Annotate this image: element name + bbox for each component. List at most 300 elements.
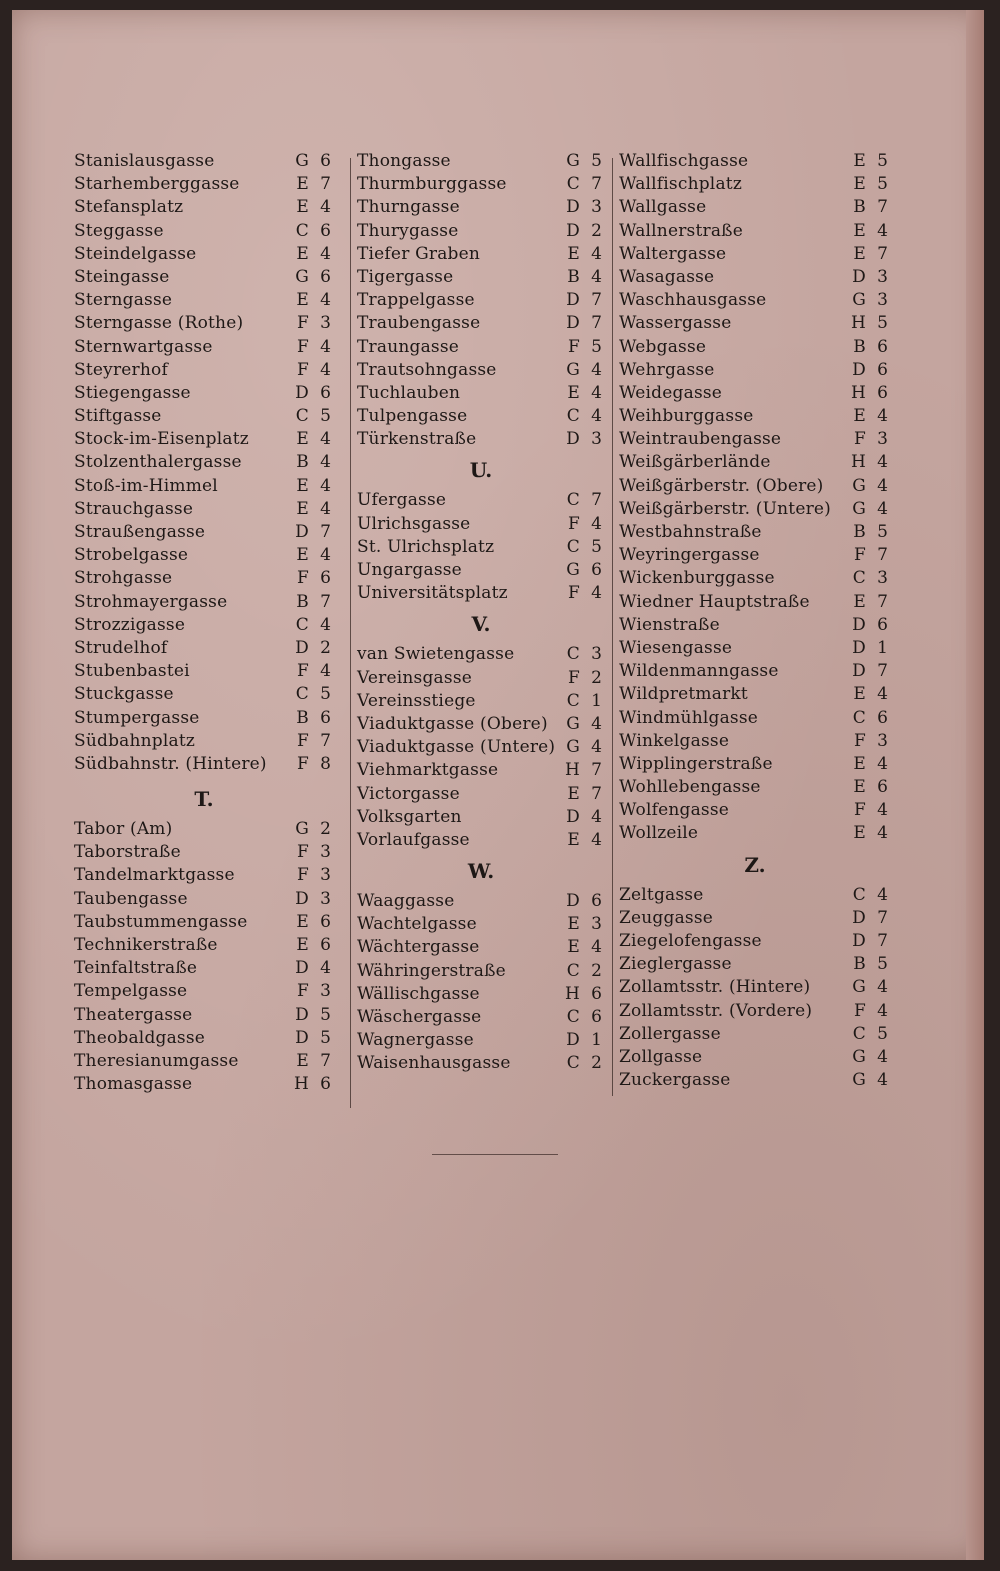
index-entry xyxy=(74,1004,334,1027)
street-name: Weißgärberstr. (Untere) xyxy=(619,498,831,519)
street-name: Zeuggasse xyxy=(619,907,714,928)
index-entry xyxy=(619,150,891,173)
street-name: Taubstummengasse xyxy=(74,911,248,932)
section-letter-heading: U. xyxy=(469,458,493,483)
index-entry xyxy=(619,336,891,359)
grid-reference: C 7 xyxy=(566,174,605,195)
column-divider xyxy=(612,158,613,1096)
street-name: Vorlaufgasse xyxy=(357,829,470,850)
index-entry xyxy=(619,799,891,822)
index-entry xyxy=(74,266,334,289)
index-entry xyxy=(619,953,891,976)
index-entry xyxy=(357,913,605,936)
street-name: Wiedner Hauptstraße xyxy=(619,591,810,612)
street-name: Tandelmarktgasse xyxy=(74,865,235,886)
index-entry xyxy=(619,382,891,405)
street-name: Westbahnstraße xyxy=(619,522,762,542)
index-entry xyxy=(74,173,334,196)
grid-reference: C 6 xyxy=(295,220,334,241)
column-divider xyxy=(350,158,351,1108)
index-entry xyxy=(74,637,334,660)
street-name: Sterngasse (Rothe) xyxy=(74,313,244,334)
index-entry xyxy=(619,822,891,845)
street-name: Universitätsplatz xyxy=(357,583,508,604)
grid-reference: F 4 xyxy=(853,800,891,821)
grid-reference: G 3 xyxy=(852,290,891,311)
grid-reference: C 6 xyxy=(852,707,891,728)
index-entry xyxy=(74,683,334,706)
grid-reference: C 6 xyxy=(566,1007,605,1027)
street-name: Sterngasse xyxy=(74,290,173,311)
grid-reference: H 6 xyxy=(564,983,605,1004)
grid-reference: E 4 xyxy=(853,823,891,844)
index-entry xyxy=(619,289,891,312)
grid-reference: D 7 xyxy=(566,313,605,334)
index-entry xyxy=(74,289,334,312)
street-name: Windmühlgasse xyxy=(619,707,759,728)
index-entry xyxy=(619,660,891,683)
grid-reference: C 4 xyxy=(852,884,891,905)
street-name: Wallfischplatz xyxy=(619,174,742,195)
grid-reference: E 7 xyxy=(567,783,605,804)
street-name: Wallnerstraße xyxy=(619,220,743,241)
street-name: Türkenstraße xyxy=(357,429,477,450)
grid-reference: E 7 xyxy=(853,591,891,612)
index-entry xyxy=(74,359,334,382)
index-entry xyxy=(619,776,891,799)
street-name: Ulrichsgasse xyxy=(357,513,471,534)
index-entry xyxy=(357,405,605,428)
grid-reference: G 4 xyxy=(852,1070,891,1091)
street-name: Zollgasse xyxy=(619,1046,703,1067)
index-entry xyxy=(74,1073,334,1096)
index-entry xyxy=(357,736,605,759)
index-entry xyxy=(74,957,334,980)
index-entry xyxy=(74,150,334,173)
index-entry xyxy=(619,567,891,590)
street-name: Thongasse xyxy=(357,151,451,171)
grid-reference: F 4 xyxy=(296,661,334,682)
index-entry xyxy=(74,864,334,887)
grid-reference: F 3 xyxy=(296,313,334,334)
grid-reference: D 4 xyxy=(566,806,605,827)
index-entry xyxy=(357,759,605,782)
grid-reference: D 4 xyxy=(295,958,334,979)
index-entry xyxy=(74,382,334,405)
index-entry xyxy=(357,536,605,559)
street-name: Währingerstraße xyxy=(357,960,506,981)
grid-reference: C 3 xyxy=(852,568,891,589)
grid-reference: C 5 xyxy=(852,1023,891,1044)
index-entry xyxy=(74,934,334,957)
street-name: Stock-im-Eisenplatz xyxy=(74,429,249,450)
index-entry xyxy=(619,683,891,706)
street-name: Stolzenthalergasse xyxy=(74,452,242,473)
index-entry xyxy=(357,713,605,736)
street-name: Weihburggasse xyxy=(619,406,754,427)
index-entry xyxy=(357,582,605,605)
grid-reference: F 4 xyxy=(853,1000,891,1021)
index-entry xyxy=(357,220,605,243)
index-entry xyxy=(357,513,605,536)
street-name: Thurmburggasse xyxy=(357,174,507,195)
street-name: Tiefer Graben xyxy=(357,243,481,264)
grid-reference: G 4 xyxy=(566,713,605,734)
grid-reference: E 3 xyxy=(567,914,605,935)
grid-reference: E 7 xyxy=(296,1050,334,1071)
grid-reference: B 7 xyxy=(296,591,334,612)
index-entry xyxy=(357,150,605,173)
grid-reference: G 4 xyxy=(852,475,891,496)
street-name: Wällischgasse xyxy=(357,983,480,1004)
street-name: Weißgärberlände xyxy=(619,452,771,473)
index-entry xyxy=(357,806,605,829)
street-name: Theresianumgasse xyxy=(74,1050,239,1071)
grid-reference: E 6 xyxy=(296,935,334,955)
index-entry xyxy=(74,1050,334,1073)
grid-reference: D 7 xyxy=(852,931,891,951)
street-name: Viehmarktgasse xyxy=(357,760,499,781)
grid-reference: D 7 xyxy=(852,907,891,928)
grid-reference: G 6 xyxy=(295,266,334,287)
index-entry xyxy=(357,336,605,359)
street-name: Tigergasse xyxy=(357,266,454,287)
grid-reference: E 7 xyxy=(853,243,891,264)
street-name: Technikerstraße xyxy=(74,935,218,955)
grid-reference: F 3 xyxy=(296,865,334,886)
grid-reference: E 4 xyxy=(296,243,334,264)
grid-reference: E 5 xyxy=(853,151,891,171)
grid-reference: G 6 xyxy=(566,560,605,580)
street-name: Wienstraße xyxy=(619,614,720,635)
grid-reference: E 6 xyxy=(296,911,334,932)
street-name: Thurygasse xyxy=(357,220,459,241)
street-name: Waschhausgasse xyxy=(619,290,767,311)
index-entry xyxy=(619,521,891,544)
index-entry xyxy=(74,591,334,614)
grid-reference: D 7 xyxy=(295,522,334,542)
street-name: Stumpergasse xyxy=(74,707,200,728)
grid-reference: D 7 xyxy=(566,290,605,311)
street-name: Wildpretmarkt xyxy=(619,684,748,705)
grid-reference: E 4 xyxy=(296,197,334,218)
index-entry xyxy=(74,243,334,266)
index-entry xyxy=(619,451,891,474)
street-name: Tabor (Am) xyxy=(74,819,173,840)
index-entry xyxy=(357,960,605,983)
grid-reference: C 2 xyxy=(566,1053,605,1074)
grid-reference: F 7 xyxy=(296,730,334,751)
index-entry xyxy=(74,614,334,637)
street-name: Vereinsgasse xyxy=(357,667,473,688)
index-entry xyxy=(619,1023,891,1046)
index-entry xyxy=(74,405,334,428)
grid-reference: E 4 xyxy=(296,545,334,566)
grid-reference: F 2 xyxy=(567,667,605,688)
index-entry xyxy=(619,591,891,614)
index-entry xyxy=(74,336,334,359)
street-name: Straußengasse xyxy=(74,522,206,542)
street-name: Steindelgasse xyxy=(74,243,197,264)
index-entry xyxy=(619,405,891,428)
street-name: Trautsohngasse xyxy=(357,359,497,380)
grid-reference: E 4 xyxy=(296,429,334,450)
street-name: Steggasse xyxy=(74,220,164,241)
index-entry xyxy=(74,660,334,683)
closing-rule xyxy=(432,1154,558,1155)
street-name: Thurngasse xyxy=(357,197,460,218)
street-name: Weyringergasse xyxy=(619,545,760,566)
street-name: Wolfengasse xyxy=(619,800,730,821)
street-name: Waltergasse xyxy=(619,243,727,264)
index-entry xyxy=(619,173,891,196)
street-name: Stuckgasse xyxy=(74,684,174,705)
street-name: Wasagasse xyxy=(619,266,715,287)
index-entry xyxy=(357,289,605,312)
street-name: Starhemberggasse xyxy=(74,174,240,195)
index-entry xyxy=(619,266,891,289)
grid-reference: G 2 xyxy=(295,819,334,840)
grid-reference: C 5 xyxy=(295,684,334,705)
index-entry xyxy=(619,930,891,953)
index-column-3 xyxy=(619,150,891,1092)
index-entry xyxy=(74,818,334,841)
grid-reference: G 4 xyxy=(566,359,605,380)
index-entry xyxy=(74,730,334,753)
street-name: Wagnergasse xyxy=(357,1030,474,1051)
section-letter-heading: V. xyxy=(471,612,491,637)
grid-reference: D 1 xyxy=(566,1030,605,1051)
grid-reference: D 5 xyxy=(295,1004,334,1025)
street-name: Zeltgasse xyxy=(619,884,704,905)
street-name: Tuchlauben xyxy=(357,382,461,403)
grid-reference: D 6 xyxy=(295,382,334,403)
grid-reference: B 5 xyxy=(853,522,891,542)
grid-reference: E 4 xyxy=(853,406,891,427)
index-entry xyxy=(357,667,605,690)
index-entry xyxy=(619,220,891,243)
index-entry xyxy=(74,567,334,590)
index-entry xyxy=(74,196,334,219)
street-name: Victorgasse xyxy=(357,783,460,804)
index-entry xyxy=(74,753,334,776)
index-entry xyxy=(619,359,891,382)
index-entry xyxy=(74,451,334,474)
grid-reference: F 6 xyxy=(296,568,334,589)
street-name: Weidegasse xyxy=(619,382,723,403)
street-name: Stanislausgasse xyxy=(74,151,215,171)
index-entry xyxy=(357,890,605,913)
street-name: Strohgasse xyxy=(74,568,173,589)
index-entry xyxy=(74,498,334,521)
street-name: Wipplingerstraße xyxy=(619,753,773,774)
street-name: Waaggasse xyxy=(357,891,455,912)
grid-reference: E 5 xyxy=(853,174,891,195)
grid-reference: E 4 xyxy=(296,290,334,311)
street-name: Zollamtsstr. (Vordere) xyxy=(619,1000,813,1021)
grid-reference: E 4 xyxy=(853,220,891,241)
grid-reference: D 3 xyxy=(295,888,334,909)
index-entry xyxy=(74,980,334,1003)
index-entry xyxy=(619,544,891,567)
index-entry xyxy=(74,1027,334,1050)
grid-reference: E 4 xyxy=(853,684,891,705)
street-name: St. Ulrichsplatz xyxy=(357,536,495,557)
grid-reference: F 4 xyxy=(296,359,334,380)
street-name: Wächtergasse xyxy=(357,937,480,958)
street-name: Steingasse xyxy=(74,266,170,287)
grid-reference: F 3 xyxy=(296,981,334,1002)
grid-reference: B 6 xyxy=(296,707,334,728)
grid-reference: E 4 xyxy=(567,382,605,403)
street-name: Ziegelofengasse xyxy=(619,931,762,951)
grid-reference: E 7 xyxy=(296,174,334,195)
street-name: Strauchgasse xyxy=(74,498,194,519)
section-letter-heading: Z. xyxy=(744,852,766,877)
grid-reference: C 5 xyxy=(566,536,605,557)
index-entry xyxy=(619,196,891,219)
index-entry xyxy=(619,1046,891,1069)
grid-reference: E 4 xyxy=(567,829,605,850)
grid-reference: D 2 xyxy=(295,637,334,658)
index-entry xyxy=(357,196,605,219)
index-entry xyxy=(357,783,605,806)
grid-reference: F 4 xyxy=(567,583,605,604)
index-entry xyxy=(619,637,891,660)
grid-reference: B 6 xyxy=(853,336,891,357)
street-name: Taubengasse xyxy=(74,888,188,909)
index-entry xyxy=(357,382,605,405)
street-name: Wallgasse xyxy=(619,197,707,218)
index-entry xyxy=(357,643,605,666)
index-entry xyxy=(357,690,605,713)
index-entry xyxy=(357,312,605,335)
street-name: Steyrerhof xyxy=(74,359,168,380)
index-column-2 xyxy=(357,150,605,1076)
index-entry xyxy=(619,884,891,907)
index-entry xyxy=(357,428,605,451)
grid-reference: C 3 xyxy=(566,644,605,665)
index-entry xyxy=(357,489,605,512)
grid-reference: D 3 xyxy=(852,266,891,287)
street-name: Stiegengasse xyxy=(74,382,191,403)
index-entry xyxy=(619,498,891,521)
index-entry xyxy=(619,753,891,776)
street-name: Wassergasse xyxy=(619,313,732,334)
grid-reference: D 6 xyxy=(566,891,605,912)
grid-reference: G 5 xyxy=(566,151,605,171)
index-entry xyxy=(357,559,605,582)
index-entry xyxy=(619,707,891,730)
grid-reference: B 5 xyxy=(853,954,891,975)
index-entry xyxy=(74,544,334,567)
street-name: Theobaldgasse xyxy=(74,1027,206,1048)
grid-reference: G 6 xyxy=(295,151,334,171)
grid-reference: F 3 xyxy=(853,429,891,450)
street-name: Strohmayergasse xyxy=(74,591,228,612)
street-name: Stoß-im-Himmel xyxy=(74,475,218,496)
street-name: Sternwartgasse xyxy=(74,336,213,357)
index-column-1 xyxy=(74,150,334,1096)
index-entry xyxy=(357,1029,605,1052)
street-name: Teinfaltstraße xyxy=(74,958,198,979)
index-entry xyxy=(619,243,891,266)
street-name: Zieglergasse xyxy=(619,954,732,975)
grid-reference: G 4 xyxy=(566,737,605,758)
street-name: Stubenbastei xyxy=(74,661,190,682)
index-entry xyxy=(619,614,891,637)
index-entry xyxy=(619,976,891,999)
index-entry xyxy=(357,266,605,289)
page-sheet xyxy=(12,10,984,1560)
street-name: Thomasgasse xyxy=(74,1074,193,1095)
street-name: Waisenhausgasse xyxy=(357,1053,511,1074)
grid-reference: D 3 xyxy=(566,197,605,218)
index-entry xyxy=(357,983,605,1006)
index-entry xyxy=(619,730,891,753)
street-name: Traubengasse xyxy=(357,313,481,334)
street-name: Stefansplatz xyxy=(74,197,184,218)
street-name: Wohllebengasse xyxy=(619,777,761,798)
grid-reference: D 6 xyxy=(852,614,891,635)
grid-reference: G 4 xyxy=(852,1046,891,1067)
index-entry xyxy=(619,475,891,498)
street-name: Wildenmanngasse xyxy=(619,661,779,682)
grid-reference: C 2 xyxy=(566,960,605,981)
grid-reference: F 8 xyxy=(296,753,334,774)
grid-reference: F 3 xyxy=(296,842,334,863)
street-name: Ungargasse xyxy=(357,560,462,580)
street-name: Vereinsstiege xyxy=(357,690,476,711)
street-name: Wallfischgasse xyxy=(619,151,749,171)
grid-reference: H 4 xyxy=(850,452,891,473)
section-letter-heading: T. xyxy=(194,787,214,812)
street-name: Trappelgasse xyxy=(357,290,475,311)
street-name: Zuckergasse xyxy=(619,1070,731,1091)
street-name: Tulpengasse xyxy=(357,406,468,427)
street-name: Theatergasse xyxy=(74,1004,193,1025)
grid-reference: C 7 xyxy=(566,490,605,511)
grid-reference: E 4 xyxy=(296,475,334,496)
grid-reference: C 4 xyxy=(566,406,605,427)
grid-reference: H 6 xyxy=(850,382,891,403)
grid-reference: D 1 xyxy=(852,637,891,658)
grid-reference: F 5 xyxy=(567,336,605,357)
street-name: Viaduktgasse (Untere) xyxy=(357,737,556,758)
index-entry xyxy=(74,475,334,498)
grid-reference: C 4 xyxy=(295,614,334,635)
street-name: Ufergasse xyxy=(357,490,447,511)
street-name: Zollergasse xyxy=(619,1023,721,1044)
grid-reference: E 4 xyxy=(567,243,605,264)
street-name: Viaduktgasse (Obere) xyxy=(357,713,548,734)
index-entry xyxy=(74,707,334,730)
street-name: Wickenburggasse xyxy=(619,568,775,589)
street-name: Volksgarten xyxy=(357,806,462,827)
grid-reference: D 2 xyxy=(566,220,605,241)
street-name: Wehrgasse xyxy=(619,359,715,380)
street-name: Traungasse xyxy=(357,336,460,357)
street-name: Strobelgasse xyxy=(74,545,189,566)
street-name: van Swietengasse xyxy=(357,644,515,665)
section-letter-heading: W. xyxy=(467,859,495,884)
street-name: Südbahnplatz xyxy=(74,730,196,751)
index-entry xyxy=(619,1069,891,1092)
grid-reference: D 5 xyxy=(295,1027,334,1048)
grid-reference: F 4 xyxy=(567,513,605,534)
grid-reference: E 4 xyxy=(296,498,334,519)
grid-reference: G 4 xyxy=(852,977,891,998)
